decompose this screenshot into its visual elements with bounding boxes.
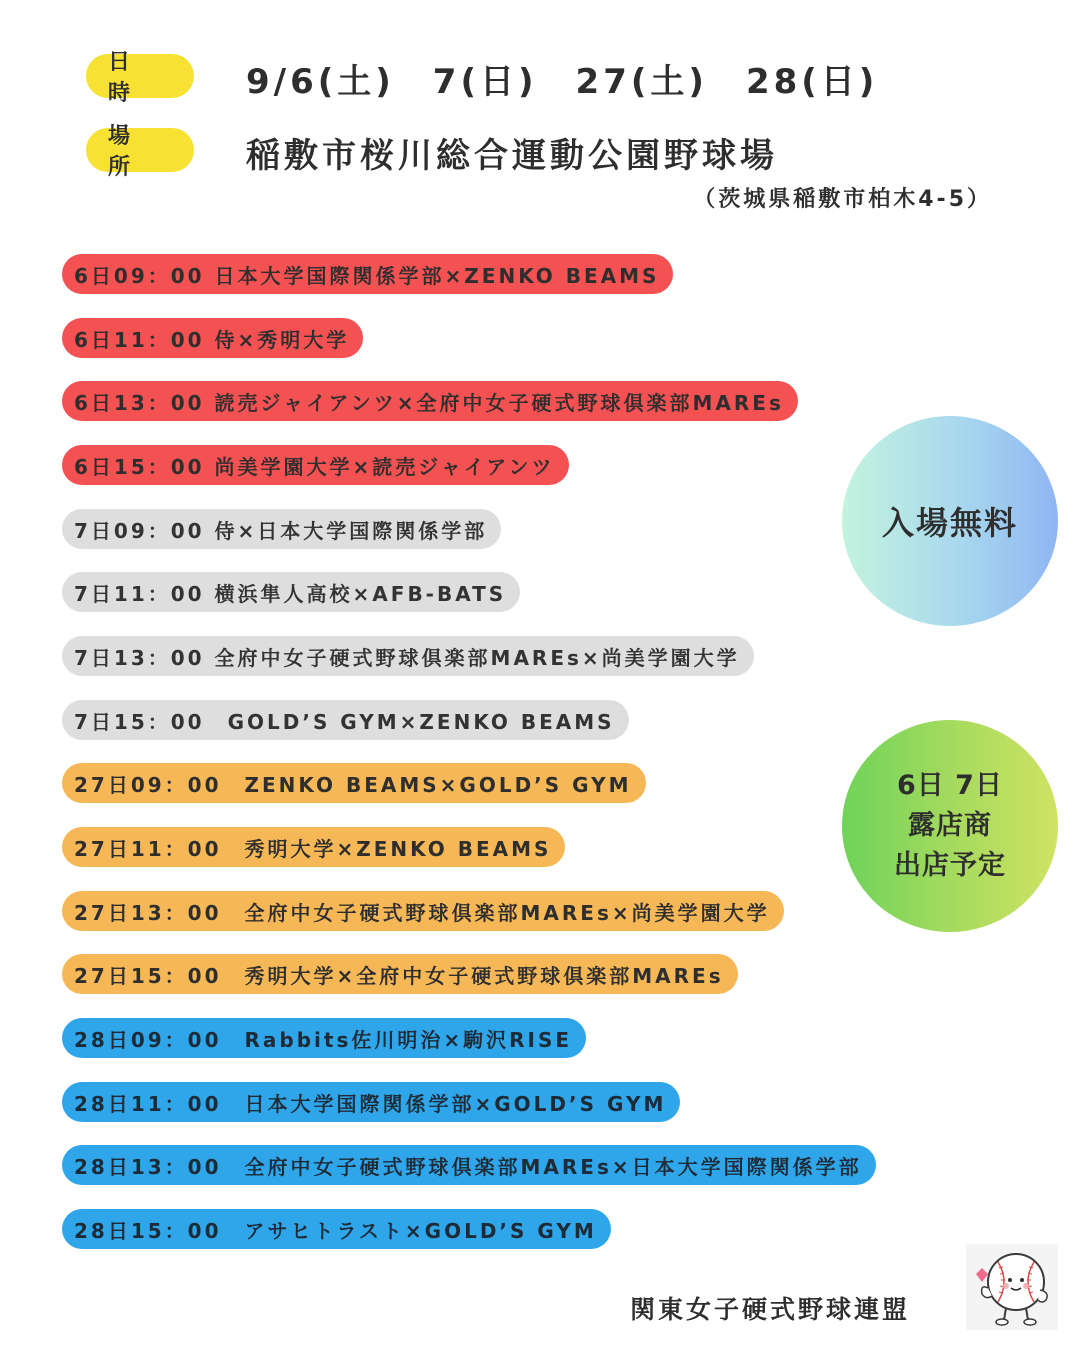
stall-title: 露店商 [908, 810, 992, 841]
match-item: 28日11：00 日本大学国際関係学部×GOLD’S GYM [62, 1082, 680, 1122]
match-item: 6日15：00 尚美学園大学×読売ジャイアンツ [62, 445, 569, 485]
match-item: 7日09：00 侍×日本大学国際関係学部 [62, 509, 501, 549]
match-item: 6日13：00 読売ジャイアンツ×全府中女子硬式野球倶楽部MAREs [62, 381, 798, 421]
match-item: 28日13：00 全府中女子硬式野球倶楽部MAREs×日本大学国際関係学部 [62, 1145, 876, 1185]
match-item: 28日15：00 アサヒトラスト×GOLD’S GYM [62, 1209, 611, 1249]
match-item: 6日11：00 侍×秀明大学 [62, 318, 363, 358]
match-item: 27日13：00 全府中女子硬式野球倶楽部MAREs×尚美学園大学 [62, 891, 784, 931]
baseball-mascot-icon [966, 1244, 1058, 1330]
stall-note: 出店予定 [894, 850, 1006, 881]
venue-address: （茨城県稲敷市柏木4-5） [693, 187, 992, 212]
free-admission-text: 入場無料 [881, 504, 1018, 542]
match-item: 7日11：00 横浜隼人高校×AFB-BATS [62, 572, 520, 612]
match-item: 7日13：00 全府中女子硬式野球倶楽部MAREs×尚美学園大学 [62, 636, 754, 676]
date-label: 日 時 [86, 54, 194, 98]
event-dates: 9/6(土) 7(日) 27(土) 28(日) [246, 62, 879, 102]
match-item: 6日09：00 日本大学国際関係学部×ZENKO BEAMS [62, 254, 673, 294]
match-item: 28日09：00 Rabbits佐川明治×駒沢RISE [62, 1018, 586, 1058]
match-item: 27日09：00 ZENKO BEAMS×GOLD’S GYM [62, 763, 646, 803]
venue-name: 稲敷市桜川総合運動公園野球場 [246, 136, 778, 176]
free-admission-badge [842, 416, 1058, 626]
match-item: 7日15：00 GOLD’S GYM×ZENKO BEAMS [62, 700, 629, 740]
food-stall-badge [842, 720, 1058, 932]
match-item: 27日15：00 秀明大学×全府中女子硬式野球倶楽部MAREs [62, 954, 738, 994]
place-label: 場 所 [86, 128, 194, 172]
organizer-name: 関東女子硬式野球連盟 [630, 1295, 911, 1324]
match-item: 27日11：00 秀明大学×ZENKO BEAMS [62, 827, 565, 867]
stall-days: 6日 7日 [897, 770, 1003, 801]
